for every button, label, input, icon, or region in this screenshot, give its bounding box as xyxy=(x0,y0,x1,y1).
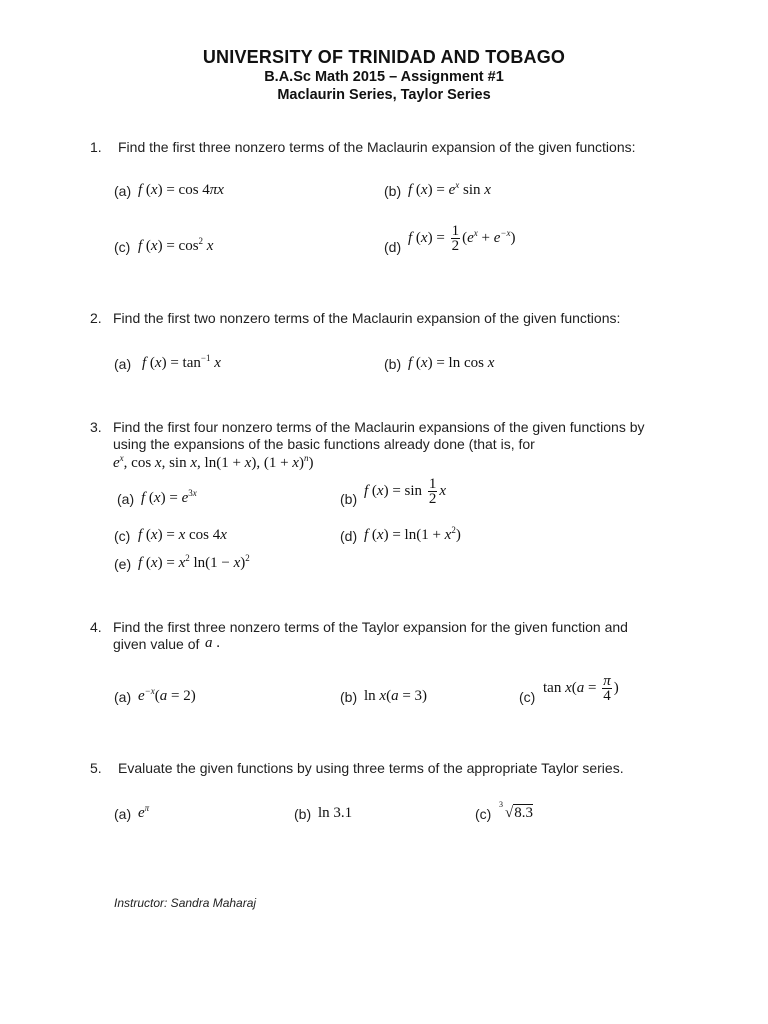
q5c-label: (c) xyxy=(475,806,492,822)
q2a-formula: f $(x) = \tan^{-1} x$ xyxy=(142,353,221,371)
q3d-label: (d) xyxy=(340,528,358,544)
topic-title: Maclaurin Series, Taylor Series xyxy=(277,87,491,103)
q3a-formula: f $(x) = e^{3x}$ xyxy=(141,488,197,506)
q5-text: Evaluate the given functions by using three terms of the appropriate Taylor series. xyxy=(118,760,624,776)
q4-number: 4. xyxy=(90,619,102,635)
q4b-formula: ln x(a = 3) xyxy=(364,688,428,704)
q5c-formula: 3 √8.3 xyxy=(499,800,533,821)
q5b-formula: ln 3.1 xyxy=(318,805,353,821)
q2a-label: (a) xyxy=(114,356,132,372)
q3d-formula: f $(x) = \ln(1 + x^2)$ xyxy=(364,525,461,543)
q2b-formula: f (x) = ln cos x xyxy=(408,355,495,371)
q5a-formula: $e^\pi$ xyxy=(138,803,150,821)
q2-text: Find the first two nonzero terms of the Maclaurin expansion of the given functions: xyxy=(113,310,621,326)
instructor-name: Instructor: Sandra Maharaj xyxy=(114,896,257,910)
university-title: UNIVERSITY OF TRINIDAD AND TOBAGO xyxy=(202,47,566,67)
q3-basic-functions: $e^x$, cos x, sin x, ln(1 + x), $(1 + x)^n$) xyxy=(113,453,314,471)
q3e-label: (e) xyxy=(114,556,132,572)
q5a-label: (a) xyxy=(114,806,132,822)
q1-text: Find the first three nonzero terms of the Maclaurin expansion of the given functions: xyxy=(118,139,636,155)
q4-variable-a: a . xyxy=(205,635,220,651)
q3e-formula: f $(x) = x^2$ $\ln(1 - x)^2$ xyxy=(138,553,250,571)
q2-number: 2. xyxy=(90,310,102,326)
q4a-formula: $e^{-x}(a = 2)$ xyxy=(138,686,196,704)
q3c-formula: f (x) = x cos 4x xyxy=(138,527,227,543)
q1a-formula: f (x) = cos 4πx xyxy=(138,182,224,198)
course-title: B.A.Sc Math 2015 – Assignment #1 xyxy=(264,69,504,85)
q4-text-line2: given value of xyxy=(113,636,200,652)
q1-number: 1. xyxy=(90,139,102,155)
q3b-formula: f (x) = sin $\frac{1}{2}$ x xyxy=(364,476,446,507)
q1b-label: (b) xyxy=(384,183,402,199)
q2b-label: (b) xyxy=(384,356,402,372)
q1c-formula: f $(x) = \cos^2 x$ xyxy=(138,236,214,254)
q1d-formula: f (x) = $\frac{1}{2}$ $(e^x + e^{-x})$ xyxy=(408,223,516,254)
q4c-label: (c) xyxy=(519,689,536,705)
q1c-label: (c) xyxy=(114,239,131,255)
q1a-label: (a) xyxy=(114,183,132,199)
q1d-label: (d) xyxy=(384,239,402,255)
q3a-label: (a) xyxy=(117,491,135,507)
q3c-label: (c) xyxy=(114,528,131,544)
q3-number: 3. xyxy=(90,419,102,435)
q4c-formula: tan x(a = $\frac{\pi}{4}$ ) xyxy=(543,673,619,704)
q3b-label: (b) xyxy=(340,491,358,507)
q3-text-line2: using the expansions of the basic functions already done (that is, for xyxy=(113,436,535,452)
q1b-formula: f $(x) = e^x$ sin x xyxy=(408,180,491,198)
q4a-label: (a) xyxy=(114,689,132,705)
q5b-label: (b) xyxy=(294,806,312,822)
q3-text-line1: Find the first four nonzero terms of the Maclaurin expansions of the given functions by xyxy=(113,419,645,435)
q5-number: 5. xyxy=(90,760,102,776)
q4b-label: (b) xyxy=(340,689,358,705)
q4-text-line1: Find the first three nonzero terms of the Taylor expansion for the given function and xyxy=(113,619,628,635)
